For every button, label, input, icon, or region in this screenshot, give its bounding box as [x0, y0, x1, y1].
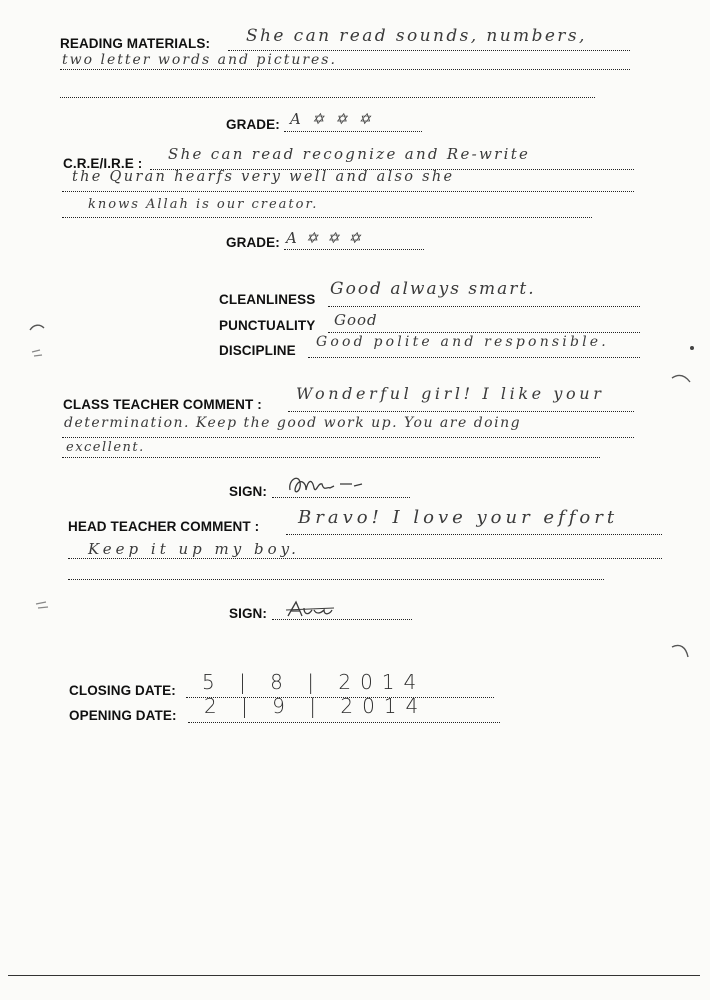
class-teacher-comment-line-2: determination. Keep the good work up. You are doing: [64, 415, 522, 431]
cre-comment-line-3: knows Allah is our creator.: [88, 197, 319, 212]
edge-mark: [670, 372, 692, 386]
opening-date-label: OPENING DATE:: [69, 708, 177, 723]
cre-comment-line-1: She can read recognize and Re-write: [168, 145, 531, 163]
head-teacher-line-1-dots: [286, 534, 662, 535]
cre-line-3-dots: [62, 217, 592, 218]
cleanliness-label: CLEANLINESS: [219, 292, 316, 307]
head-teacher-line-3-dots: [68, 579, 604, 580]
class-teacher-line-2-dots: [62, 437, 634, 438]
head-teacher-comment-line-1: Bravo! I love your effort: [298, 507, 619, 528]
discipline-label: DISCIPLINE: [219, 343, 296, 358]
discipline-dots: [308, 357, 640, 358]
class-teacher-comment-label: CLASS TEACHER COMMENT :: [63, 397, 262, 412]
reading-materials-label: READING MATERIALS:: [60, 36, 211, 51]
bottom-border-line: [8, 975, 700, 976]
grade-1-dots: [284, 131, 422, 132]
opening-date-value: 2 | 9 | 2014: [204, 694, 428, 718]
head-teacher-line-2-dots: [68, 558, 662, 559]
opening-date-dots: [188, 722, 500, 723]
reading-comment-line-1: She can read sounds, numbers,: [246, 26, 587, 46]
reading-comment-line-2: two letter words and pictures.: [62, 52, 337, 68]
class-teacher-signature: [284, 472, 374, 502]
punctuality-label: PUNCTUALITY: [219, 318, 316, 333]
sign-label: SIGN:: [229, 606, 268, 621]
class-teacher-line-3-dots: [62, 457, 600, 458]
head-teacher-signature: [284, 598, 344, 622]
class-teacher-comment-line-1: Wonderful girl! I like your: [296, 384, 605, 403]
reading-line-3-dots: [60, 97, 595, 98]
class-teacher-line-1-dots: [288, 411, 634, 412]
grade-label: GRADE:: [226, 117, 280, 132]
head-teacher-comment-label: HEAD TEACHER COMMENT :: [68, 519, 260, 534]
reading-line-1-dots: [228, 50, 630, 51]
cre-ire-label: C.R.E/I.R.E :: [63, 156, 143, 171]
cre-line-2-dots: [62, 191, 634, 192]
closing-date-label: CLOSING DATE:: [69, 683, 176, 698]
class-teacher-comment-line-3: excellent.: [66, 440, 145, 455]
reading-line-2-dots: [60, 69, 630, 70]
dot-mark: [690, 346, 694, 350]
discipline-value: Good polite and responsible.: [316, 334, 609, 350]
grade-1-value: A ✡ ✡ ✡: [290, 110, 374, 128]
cre-comment-line-2: the Quran hearfs very well and also she: [72, 169, 455, 185]
grade-2-value: A ✡ ✡ ✡: [286, 229, 363, 247]
punch-hole-mark: [28, 322, 48, 334]
closing-date-value: 5 | 8 | 2014: [202, 670, 426, 694]
cleanliness-dots: [328, 306, 640, 307]
grade-2-dots: [284, 249, 424, 250]
head-teacher-comment-line-2: Keep it up my boy.: [88, 540, 300, 558]
punch-hole-mark: [30, 346, 50, 360]
punctuality-value: Good: [334, 311, 378, 329]
grade-label: GRADE:: [226, 235, 280, 250]
edge-mark: [670, 643, 692, 659]
cleanliness-value: Good always smart.: [330, 279, 536, 299]
sign-label: SIGN:: [229, 484, 268, 499]
punch-hole-mark: [34, 598, 54, 610]
punctuality-dots: [328, 332, 640, 333]
